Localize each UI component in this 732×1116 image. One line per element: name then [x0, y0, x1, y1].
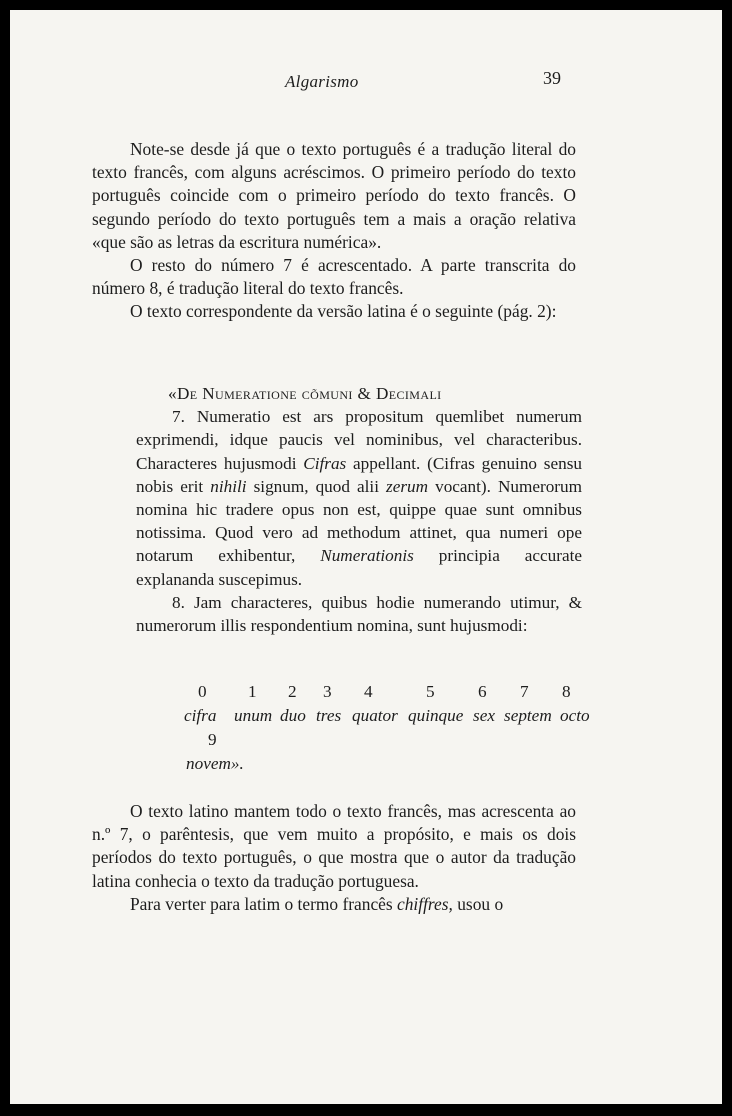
text: 7. Numeratio est ars propositum quemlibet numerum exprimendi, idque paucis vel nominibus, vel characteribus. Characteres hujusmodi	[136, 407, 582, 473]
numeral: 2	[288, 682, 297, 701]
paragraph: O texto correspondente da versão latina é o seguinte (pág. 2):	[130, 301, 557, 322]
book-page	[10, 10, 722, 1104]
numeral: 8	[562, 682, 571, 701]
paragraph: Note-se desde já que o texto português é a tradução literal do texto francês, com alguns acréscimos. O primeiro período do texto português coincide com o primeiro período do texto francês. O segundo período do texto português tem a mais a oração relativa «que são as letras da escritura numérica».	[92, 139, 576, 252]
numeral-name: quator	[352, 706, 398, 725]
text: vocant). Numerorum nomina hic tradere opus non est, quippe quae sunt omnibus notissima. Quod vero ad methodum attinet, qua numeri ope notarum exhibentur,	[136, 476, 582, 566]
paragraph: O resto do número 7 é acrescentado. A parte transcrita do número 8, é tradução literal do texto francês.	[92, 255, 576, 299]
text: appellant. (Cifras genuino sensu nobis erit	[136, 453, 582, 496]
numeral: 4	[364, 682, 373, 701]
numeral-name: novem».	[186, 754, 244, 773]
italic-term: Cifras	[303, 453, 347, 473]
italic-term: nihili	[210, 476, 247, 496]
running-title: Algarismo	[285, 72, 359, 91]
numeral: 6	[478, 682, 487, 701]
italic-term: chiffres,	[397, 893, 453, 914]
closing-text	[92, 800, 576, 916]
paragraph: O texto latino mantem todo o texto francês, mas acrescenta ao n.º 7, o parêntesis, que vem muito a propósito, e mais os dois períodos do texto português, o que mostra que o autor da tradução latina conhecia o texto da tradução portuguesa.	[92, 801, 576, 891]
numeral: 5	[426, 682, 435, 701]
quotation-heading: «De Numeratione cõmuni & Decimali	[168, 384, 442, 403]
numeral-name: tres	[316, 706, 342, 725]
numeral-name: unum	[234, 706, 273, 725]
numeral-name: octo	[560, 706, 590, 725]
text: signum, quod alii	[246, 476, 387, 496]
numeral: 7	[520, 682, 529, 701]
numeral-name: quinque	[408, 706, 464, 725]
numeral: 3	[323, 682, 332, 701]
text: Para verter para latim o termo francês	[130, 893, 398, 914]
italic-term: Numerationis	[320, 546, 414, 566]
text: principia accurate explananda suscepimus.	[136, 546, 582, 589]
page-number: 39	[543, 68, 561, 88]
numeral: 9	[208, 730, 217, 749]
numeral: 1	[248, 682, 257, 701]
numeral: 0	[198, 682, 207, 701]
numeral-name: sex	[473, 706, 495, 725]
numeral-name: cifra	[184, 706, 217, 725]
numeral-name: duo	[280, 706, 306, 725]
paragraph-8: 8. Jam characteres, quibus hodie numerando utimur, & numerorum illis respondentium nomina, sunt hujusmodi:	[136, 592, 582, 636]
latin-quotation	[136, 382, 582, 637]
paragraph-7	[136, 405, 582, 591]
numeral-name: septem	[504, 706, 552, 725]
italic-term: zerum	[386, 476, 429, 496]
paragraph	[92, 893, 576, 916]
text: usou o	[452, 893, 504, 914]
intro-text	[92, 138, 576, 324]
